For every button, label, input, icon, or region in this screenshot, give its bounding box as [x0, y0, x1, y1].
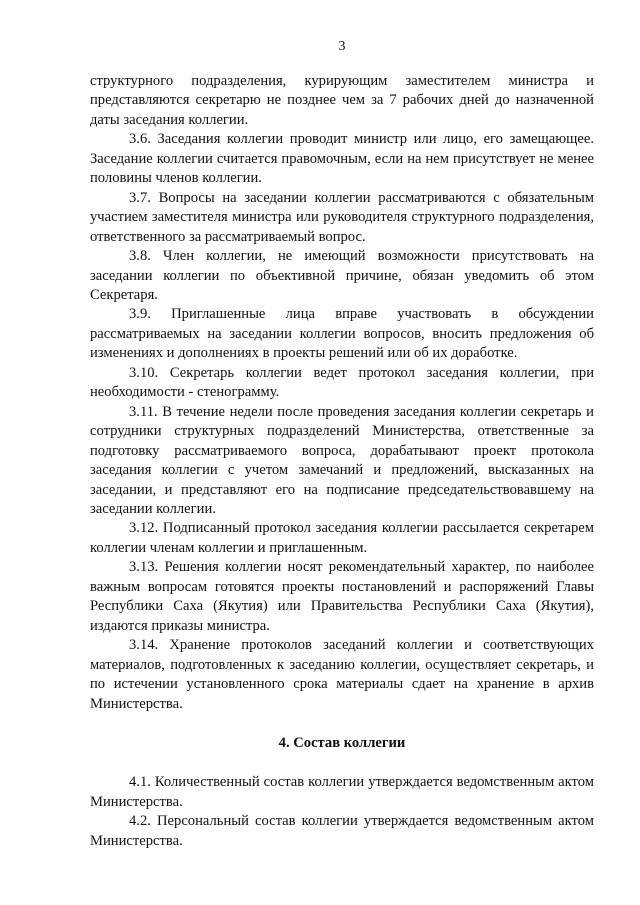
paragraph-3-6: 3.6. Заседания коллегии проводит министр или лицо, его замещающее. Заседание коллегии считается правомочным, если на нем присутствует не менее половины членов коллегии. [90, 131, 594, 187]
section-heading-4: 4. Состав коллегии [278, 734, 406, 751]
paragraph-3-10: 3.10. Секретарь коллегии ведет протокол заседания коллегии, при необходимости - стенограмму. [90, 364, 594, 401]
document-page [90, 0, 594, 905]
page-number: 3 [338, 39, 346, 54]
paragraph-3-9: 3.9. Приглашенные лица вправе участвовать в обсуждении рассматриваемых на заседании коллегии вопросов, вносить предложения об изменениях и дополнениях в проекты решений или об их доработке. [90, 306, 594, 362]
paragraph-3-5-continuation: структурного подразделения, курирующим заместителем министра и представляются секретарю не позднее чем за 7 рабочих дней до назначенной даты заседания коллегии. [90, 73, 594, 128]
paragraph-4-2: 4.2. Персональный состав коллегии утверждается ведомственным актом Министерства. [90, 813, 594, 849]
paragraph-3-12: 3.12. Подписанный протокол заседания коллегии рассылается секретарем коллегии членам коллегии и приглашенным. [90, 520, 594, 556]
paragraph-3-13: 3.13. Решения коллегии носят рекомендательный характер, по наиболее важным вопросам готовятся проекты постановлений и распоряжений Главы Республики Саха (Якутия) или Правительства Республики Саха (Якутия), издаются приказы министра. [90, 559, 594, 634]
document-body [90, 72, 594, 851]
paragraph-3-14: 3.14. Хранение протоколов заседаний коллегии и соответствующих материалов, подготовленных к заседанию коллегии, осуществляет секретарь, и по истечении установленного срока материалы сдает на хранение в архив Министерства. [90, 637, 594, 712]
paragraph-4-1: 4.1. Количественный состав коллегии утверждается ведомственным актом Министерства. [90, 774, 594, 810]
paragraph-3-8: 3.8. Член коллегии, не имеющий возможности присутствовать на заседании коллегии по объективной причине, обязан уведомить об этом Секретаря. [90, 248, 594, 303]
paragraph-3-11: 3.11. В течение недели после проведения заседания коллегии секретарь и сотрудники структурных подразделений Министерства, ответственные за подготовку рассматриваемого вопроса, дорабатывают проект протокола заседания коллегии с учетом замечаний и предложений, высказанных на заседании, и представляют его на подписание председательствовавшему на заседании коллегии. [90, 403, 594, 517]
paragraph-3-7: 3.7. Вопросы на заседании коллегии рассматриваются с обязательным участием заместителя министра или руководителя структурного подразделения, ответственного за рассматриваемый вопрос. [90, 189, 594, 245]
